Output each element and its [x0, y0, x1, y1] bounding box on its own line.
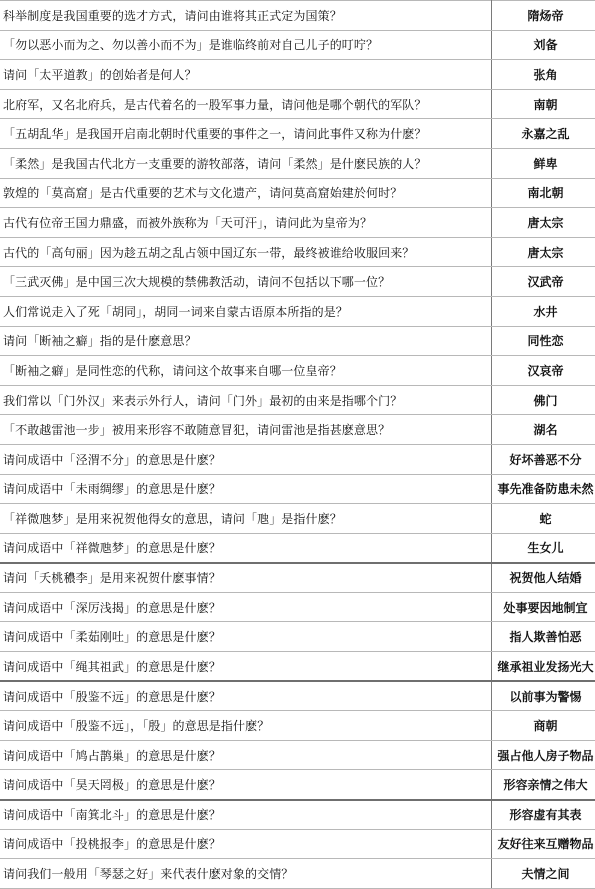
answer-cell: 生女儿	[492, 533, 595, 563]
table-row	[0, 296, 595, 326]
question-cell: 请问成语中「投桃报李」的意思是什麽？	[0, 829, 492, 859]
answer-cell: 南北朝	[492, 178, 595, 208]
table-row	[0, 356, 595, 386]
table-row	[0, 859, 595, 889]
question-cell: 人们常说走入了死「胡同」，胡同一词来自蒙古语原本所指的是？	[0, 296, 492, 326]
answer-cell: 夫情之间	[492, 859, 595, 889]
question-cell: 请问成语中「绳其祖武」的意思是什麽？	[0, 652, 492, 682]
table-row	[0, 592, 595, 622]
answer-cell: 祝贺他人结婚	[492, 563, 595, 593]
answer-cell: 友好往来互赠物品	[492, 829, 595, 859]
answer-cell: 南朝	[492, 89, 595, 119]
table-row	[0, 60, 595, 90]
answer-cell: 湖名	[492, 415, 595, 445]
answer-cell: 同性恋	[492, 326, 595, 356]
question-cell: 请问成语中「昊天罔极」的意思是什麽？	[0, 770, 492, 800]
question-cell: 「祥微虺梦」是用来祝贺他得女的意思，请问「虺」是指什麽？	[0, 504, 492, 534]
question-cell: 请问成语中「南箕北斗」的意思是什麽？	[0, 800, 492, 830]
table-row	[0, 770, 595, 800]
table-row	[0, 740, 595, 770]
answer-cell: 张角	[492, 60, 595, 90]
answer-cell: 蛇	[492, 504, 595, 534]
table-row	[0, 681, 595, 711]
question-cell: 请问我们一般用「琴瑟之好」来代表什麽对象的交情？	[0, 859, 492, 889]
table-row	[0, 30, 595, 60]
answer-cell: 隋炀帝	[492, 1, 595, 31]
answer-cell: 形容虚有其表	[492, 800, 595, 830]
question-cell: 科举制度是我国重要的选才方式，请问由谁将其正式定为国策？	[0, 1, 492, 31]
question-cell: 「五胡乱华」是我国开启南北朝时代重要的事件之一，请问此事件又称为什麽？	[0, 119, 492, 149]
question-cell: 请问成语中「祥微虺梦」的意思是什麽？	[0, 533, 492, 563]
question-cell: 「断袖之癖」是同性恋的代称，请问这个故事来自哪一位皇帝？	[0, 356, 492, 386]
answer-cell: 事先准备防患未然	[492, 474, 595, 504]
table-row	[0, 148, 595, 178]
table-row	[0, 652, 595, 682]
answer-cell: 继承祖业发扬光大	[492, 652, 595, 682]
question-cell: 请问成语中「未雨绸缪」的意思是什麽？	[0, 474, 492, 504]
answer-cell: 好坏善恶不分	[492, 444, 595, 474]
table-row	[0, 415, 595, 445]
answer-cell: 佛门	[492, 385, 595, 415]
answer-cell: 形容亲情之伟大	[492, 770, 595, 800]
answer-cell: 鲜卑	[492, 148, 595, 178]
question-cell: 请问成语中「殷鉴不远」，「殷」的意思是指什麽？	[0, 711, 492, 741]
answer-cell: 唐太宗	[492, 208, 595, 238]
table-row	[0, 1, 595, 31]
question-cell: 我们常以「门外汉」来表示外行人，请问「门外」最初的由来是指哪个门？	[0, 385, 492, 415]
question-cell: 请问成语中「鸠占鹊巢」的意思是什麽？	[0, 740, 492, 770]
question-cell: 请问成语中「深厉浅揭」的意思是什麽？	[0, 592, 492, 622]
table-row	[0, 178, 595, 208]
question-cell: 「不敢越雷池一步」被用来形容不敢随意冒犯，请问雷池是指甚麽意思？	[0, 415, 492, 445]
answer-cell: 永嘉之乱	[492, 119, 595, 149]
table-row	[0, 533, 595, 563]
answer-cell: 水井	[492, 296, 595, 326]
table-row	[0, 385, 595, 415]
table-row	[0, 267, 595, 297]
quiz-table-body	[0, 1, 595, 889]
table-row	[0, 504, 595, 534]
table-row	[0, 444, 595, 474]
answer-cell: 商朝	[492, 711, 595, 741]
answer-cell: 唐太宗	[492, 237, 595, 267]
question-cell: 请问成语中「殷鉴不远」的意思是什麽？	[0, 681, 492, 711]
table-row	[0, 563, 595, 593]
table-row	[0, 800, 595, 830]
table-row	[0, 237, 595, 267]
question-cell: 「勿以恶小而为之、勿以善小而不为」是谁临终前对自己儿子的叮咛？	[0, 30, 492, 60]
table-row	[0, 829, 595, 859]
answer-cell: 汉武帝	[492, 267, 595, 297]
question-cell: 「三武灭佛」是中国三次大规模的禁佛教活动，请问不包括以下哪一位？	[0, 267, 492, 297]
question-cell: 北府军，又名北府兵，是古代着名的一股军事力量，请问他是哪个朝代的军队？	[0, 89, 492, 119]
question-cell: 请问「夭桃穠李」是用来祝贺什麽事情？	[0, 563, 492, 593]
question-cell: 请问「断袖之癖」指的是什麽意思？	[0, 326, 492, 356]
table-row	[0, 89, 595, 119]
question-cell: 请问成语中「泾渭不分」的意思是什麽？	[0, 444, 492, 474]
question-cell: 古代的「高句丽」因为趁五胡之乱占领中国辽东一带，最终被谁给收服回来？	[0, 237, 492, 267]
question-cell: 请问「太平道教」的创始者是何人？	[0, 60, 492, 90]
question-cell: 敦煌的「莫高窟」是古代重要的艺术与文化遗产，请问莫高窟始建於何时？	[0, 178, 492, 208]
answer-cell: 强占他人房子物品	[492, 740, 595, 770]
answer-cell: 汉哀帝	[492, 356, 595, 386]
answer-cell: 指人欺善怕恶	[492, 622, 595, 652]
table-row	[0, 119, 595, 149]
table-row	[0, 474, 595, 504]
answer-cell: 刘备	[492, 30, 595, 60]
answer-cell: 以前事为警惕	[492, 681, 595, 711]
table-row	[0, 208, 595, 238]
question-cell: 「柔然」是我国古代北方一支重要的游牧部落，请问「柔然」是什麽民族的人？	[0, 148, 492, 178]
question-cell: 古代有位帝王国力鼎盛，而被外族称为「天可汗」，请问此为皇帝为？	[0, 208, 492, 238]
answer-cell: 处事要因地制宜	[492, 592, 595, 622]
table-row	[0, 622, 595, 652]
question-cell: 请问成语中「柔茹刚吐」的意思是什麽？	[0, 622, 492, 652]
table-row	[0, 711, 595, 741]
table-row	[0, 326, 595, 356]
